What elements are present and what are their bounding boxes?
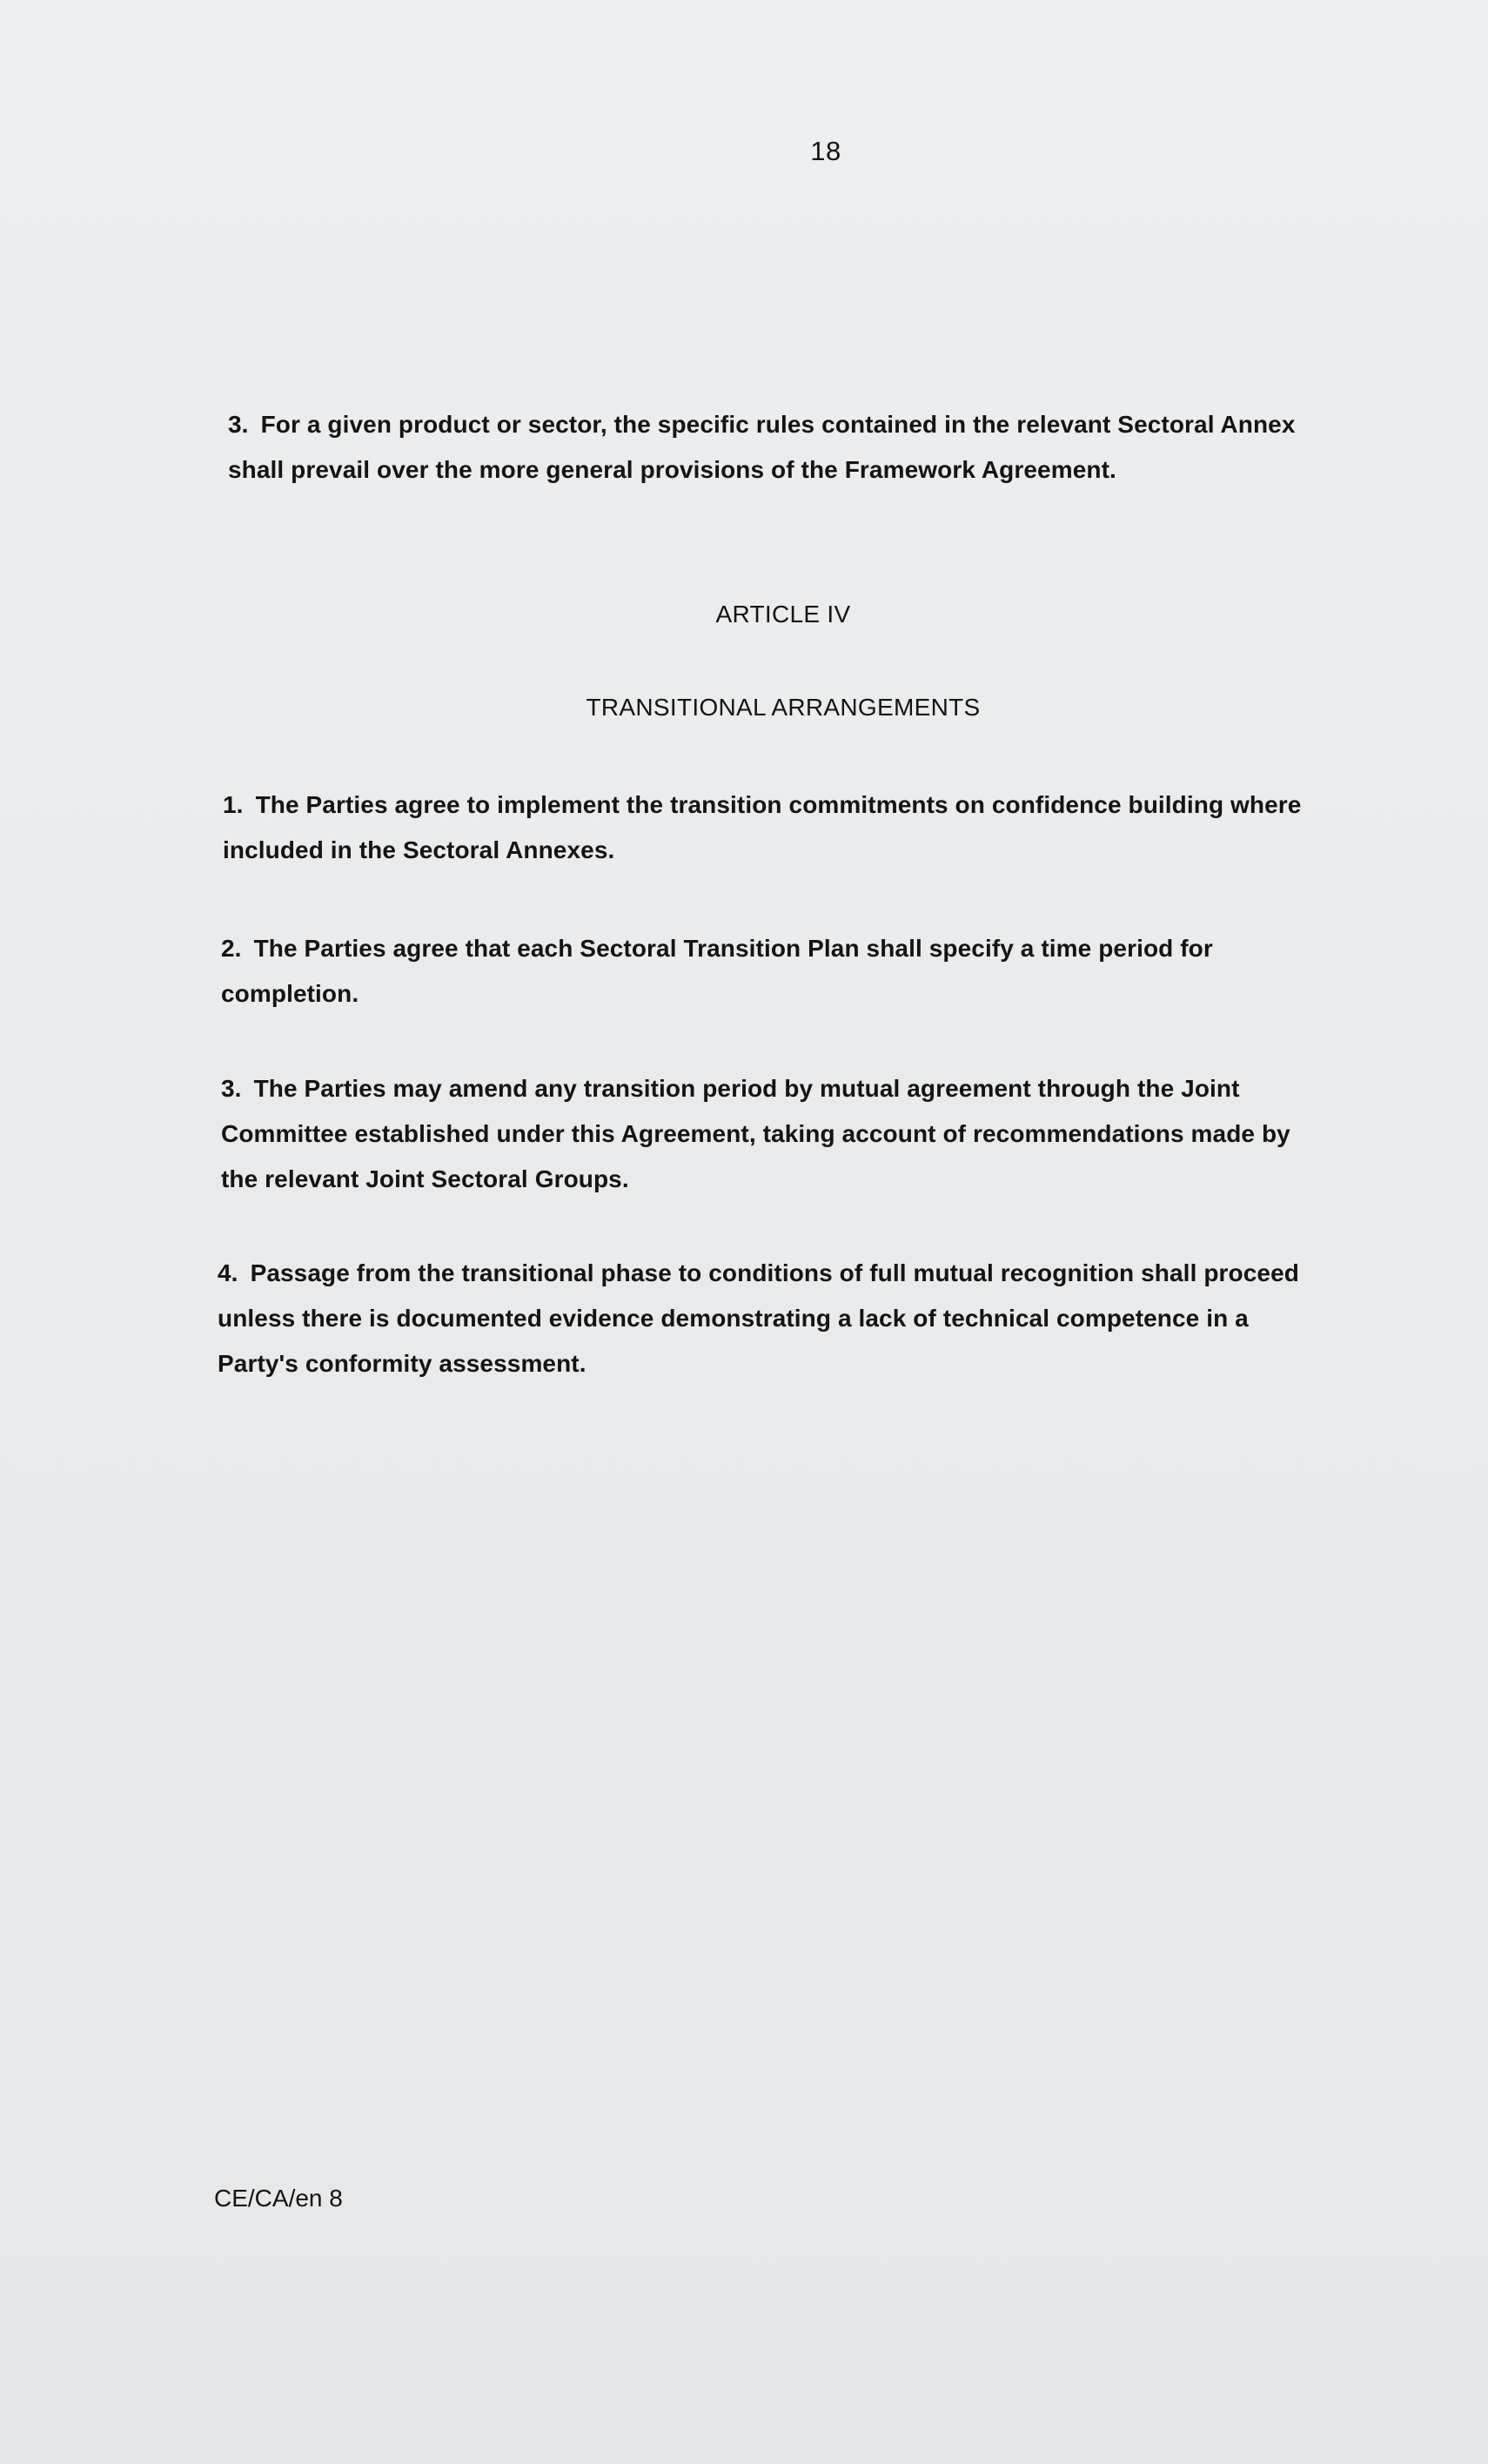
paragraph-number: 4. bbox=[218, 1259, 238, 1286]
paragraph-3 bbox=[221, 1066, 1326, 1202]
paragraph-text: The Parties agree to implement the transition commitments on confidence building where included in the Sectoral Annexes. bbox=[223, 791, 1302, 863]
article-title: ARTICLE IV bbox=[715, 601, 851, 628]
paragraph-2 bbox=[221, 926, 1317, 1017]
article-heading: TRANSITIONAL ARRANGEMENTS bbox=[586, 694, 981, 721]
paragraph-number: 3. bbox=[221, 1075, 242, 1102]
paragraph-number: 1. bbox=[223, 791, 244, 818]
paragraph-number: 3. bbox=[228, 411, 249, 438]
intro-paragraph bbox=[228, 402, 1324, 493]
paragraph-number: 2. bbox=[221, 935, 242, 962]
paragraph-text: Passage from the transitional phase to conditions of full mutual recognition shall proceed unless there is documented evidence demonstrating a lack of technical competence in a Party's conformity assessment. bbox=[218, 1259, 1299, 1377]
paragraph-4 bbox=[218, 1251, 1305, 1386]
paragraph-text: The Parties may amend any transition period by mutual agreement through the Joint Committee established under this Agreement, taking account of recommendations made by the relevant Joint Sectoral Groups. bbox=[221, 1075, 1290, 1192]
page-number: 18 bbox=[810, 136, 841, 166]
document-reference: CE/CA/en 8 bbox=[214, 2185, 343, 2212]
paragraph-text: The Parties agree that each Sectoral Transition Plan shall specify a time period for completion. bbox=[221, 935, 1213, 1007]
paragraph-text: For a given product or sector, the specific rules contained in the relevant Sectoral Annex shall prevail over the more general provisions of the Framework Agreement. bbox=[228, 411, 1296, 483]
paragraph-1 bbox=[223, 782, 1319, 873]
